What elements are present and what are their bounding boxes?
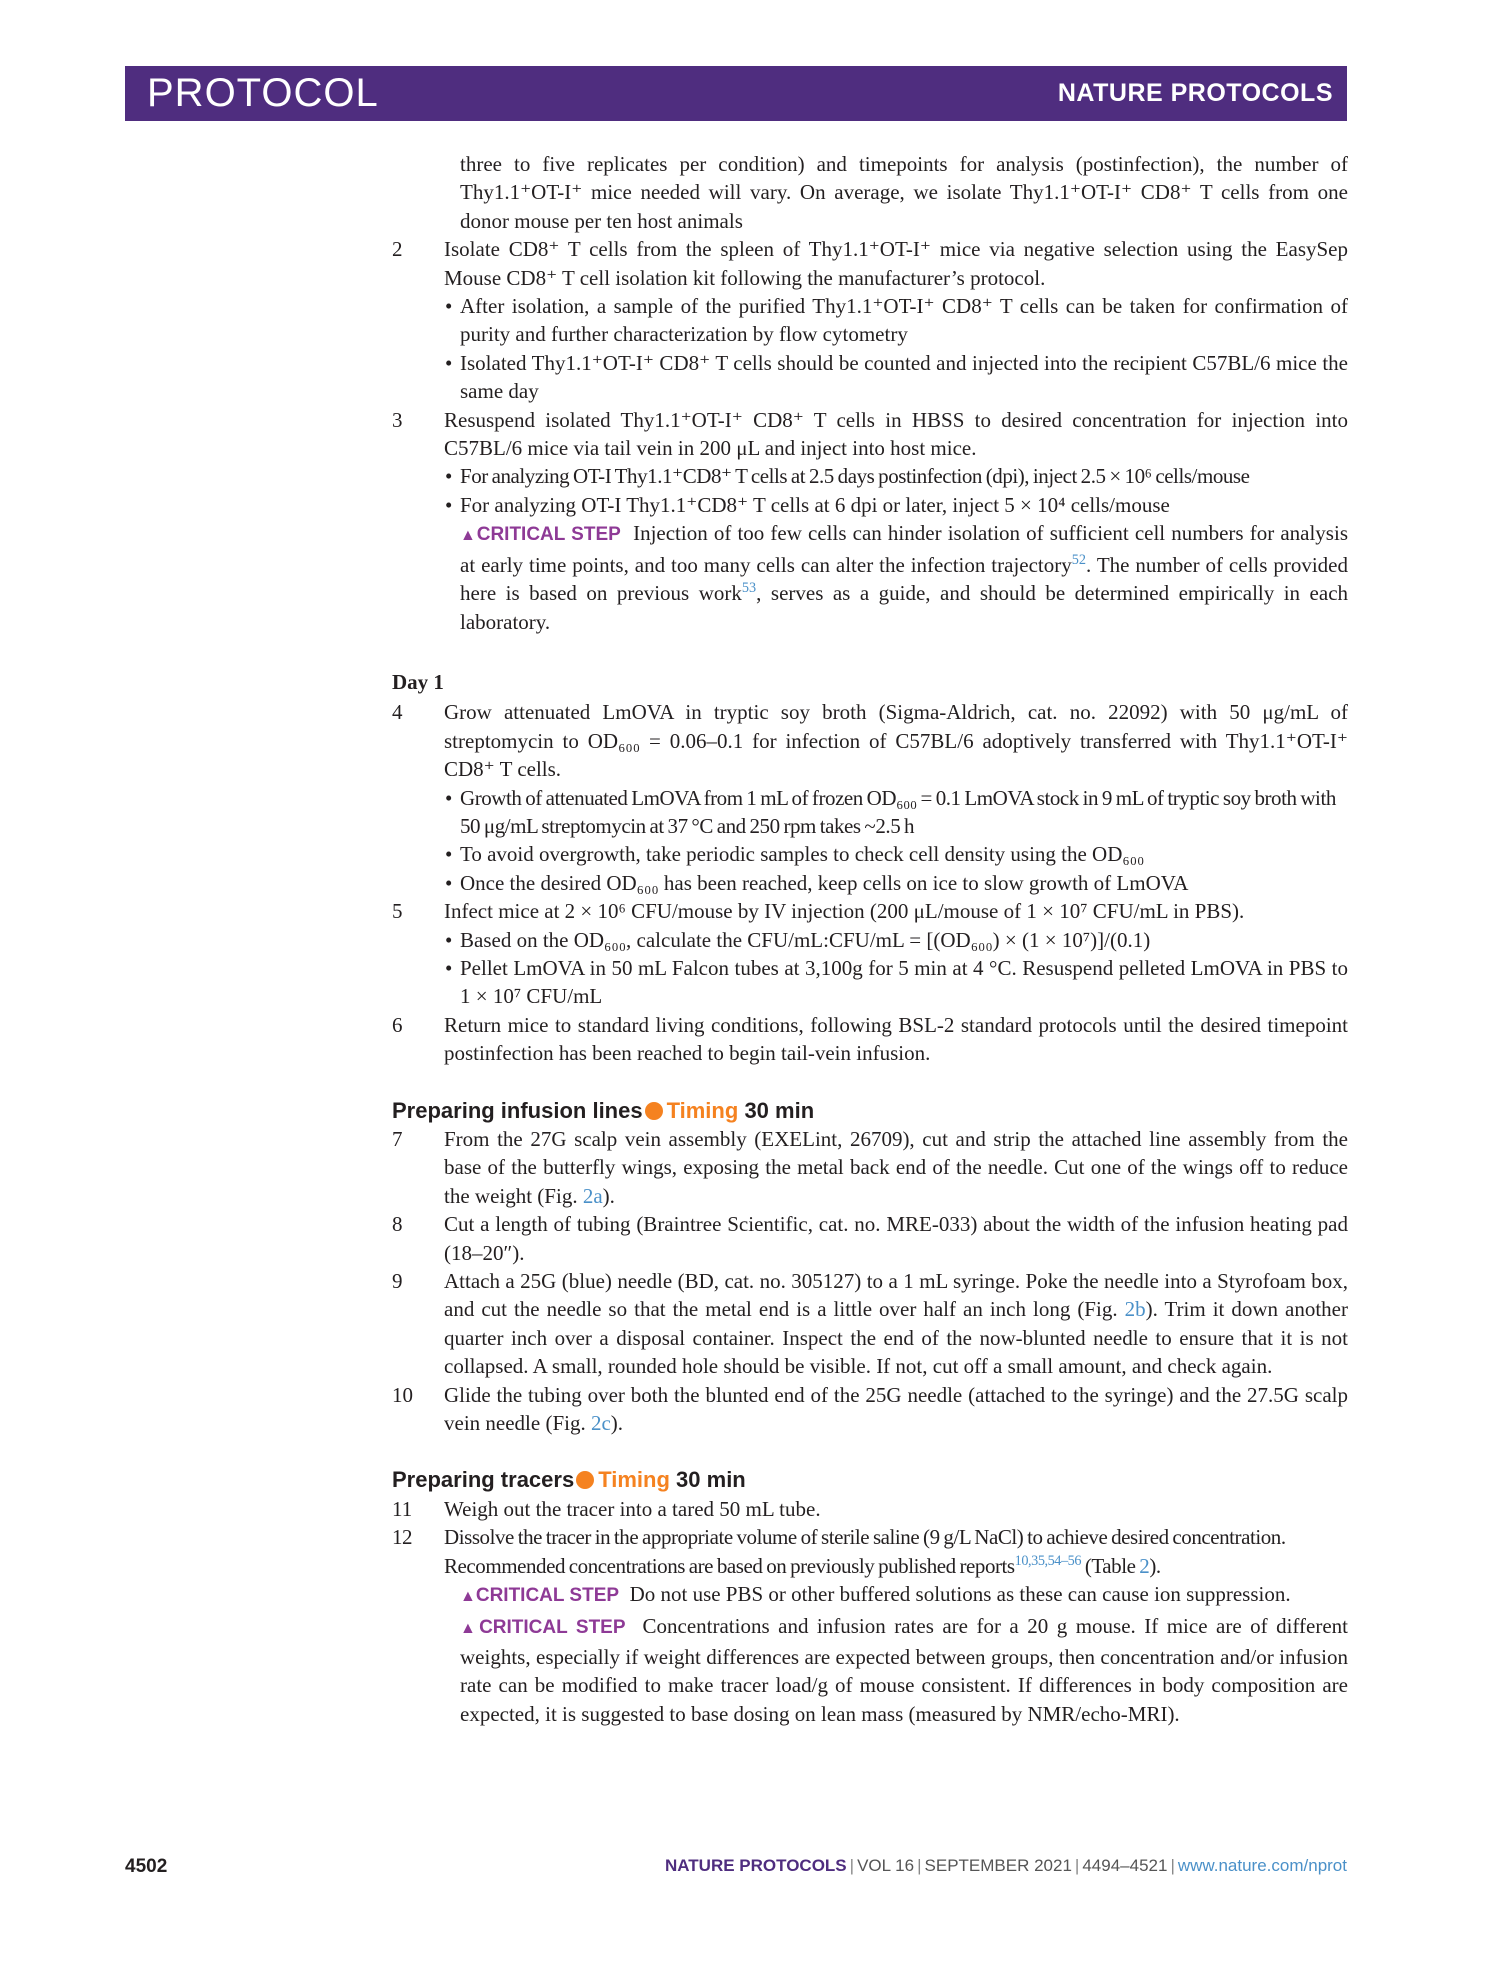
step-12: 12 Dissolve the tracer in the appropriate volume of sterile saline (9 g/L NaCl) to achieve desired concentration. Recommended concentrations are based on previously published reports$^{10,35,54-56}$ (Table 2).: [392, 1525, 1286, 1578]
bullet-text: To avoid overgrowth, take periodic samples to check cell density using the OD₆₀₀: [460, 842, 1145, 867]
footer-url-link[interactable]: www.nature.com/nprot: [1177, 1856, 1347, 1875]
page-footer: NATURE PROTOCOLS | VOL 16 | SEPTEMBER 2021 | 4494–4521 | www.nature.com/nprot: [664, 1856, 1347, 1875]
bullet-text: Isolated Thy1.1⁺OT-I⁺ CD8⁺ T cells should be counted and injected into the recipient C57BL/6 mice the same day: [460, 350, 1348, 404]
bullet-text: After isolation, a sample of the purified Thy1.1⁺OT-I⁺ CD8⁺ T cells can be taken for confirmation of purity and further characterization by flow cytometry: [460, 294, 1348, 347]
section-heading-tracers: Preparing tracers Timing 30 min: [392, 1467, 746, 1493]
article-body: [392, 150, 1348, 1728]
bullet: [392, 840, 1348, 868]
footer-journal: NATURE PROTOCOLS: [664, 1856, 847, 1875]
step-9: 9 Attach a 25G (blue) needle (BD, cat. no. 305127) to a 1 mL syringe. Poke the needle into a Styrofoam box, and cut the needle so that the metal end is a little over half an inch long (Fig. 2b). Trim it down another quarter inch over a disposal container. Inspect the end of the now-blunted needle to ensure that it is not collapsed. A small, rounded hole should be visible. If not, cut off a small amount, and check again.: [392, 1269, 1349, 1379]
citation-link[interactable]: 10,35,54–56: [1014, 1552, 1082, 1569]
bullet-icon: •: [445, 870, 453, 895]
page-header: [125, 66, 1347, 121]
bullet: [392, 869, 1348, 897]
step-11: 11 Weigh out the tracer into a tared 50 mL tube.: [392, 1495, 1348, 1523]
step-text: Grow attenuated LmOVA in tryptic soy broth (Sigma-Aldrich, cat. no. 22092) with 50 μg/mL of streptomycin to OD₆₀₀ = 0.06–0.1 for infection of C57BL/6 adoptively transferred with Thy1.1⁺OT-I⁺ CD8⁺ T cells.: [444, 700, 1348, 782]
step-number: 2: [392, 237, 403, 262]
section-label: PROTOCOL: [147, 71, 379, 115]
journal-label: NATURE PROTOCOLS: [1057, 79, 1333, 107]
step-number: 4: [392, 700, 403, 725]
critical-step-label: ▲CRITICAL STEP: [460, 1585, 620, 1607]
figure-link[interactable]: 2b: [1124, 1297, 1146, 1322]
bullet-icon: •: [445, 492, 453, 517]
warning-triangle-icon: ▲: [460, 1619, 480, 1637]
bullet: [392, 491, 1348, 519]
citation-link[interactable]: 52: [1071, 551, 1087, 568]
footer-volume: VOL 16: [857, 1856, 915, 1875]
section-heading-infusion-lines: Preparing infusion lines Timing 30 min: [392, 1097, 815, 1123]
step-1-continuation: three to five replicates per condition) and timepoints for analysis (postinfection), the number of Thy1.1⁺OT-I⁺ mice needed will vary. On average, we isolate Thy1.1⁺OT-I⁺ CD8⁺ T cells from one donor mouse per ten host animals: [460, 152, 1348, 233]
footer-date: SEPTEMBER 2021: [924, 1856, 1072, 1875]
bullet: [392, 926, 1348, 954]
bullet: [392, 954, 1348, 1011]
step-text: Isolate CD8⁺ T cells from the spleen of Thy1.1⁺OT-I⁺ mice via negative selection using the EasySep Mouse CD8⁺ T cell isolation kit following the manufacturer’s protocol.: [444, 237, 1348, 290]
bullet-text: Once the desired OD₆₀₀ has been reached, keep cells on ice to slow growth of LmOVA: [460, 870, 1189, 895]
step-4: [392, 698, 1348, 783]
bullet-icon: •: [445, 464, 452, 489]
bullet-icon: •: [445, 350, 453, 375]
critical-step-label: ▲CRITICAL STEP: [460, 524, 621, 546]
step-text: Resuspend isolated Thy1.1⁺OT-I⁺ CD8⁺ T cells in HBSS to desired concentration for injection into C57BL/6 mice via tail vein in 200 μL and inject into host mice.: [444, 407, 1348, 461]
critical-step-note: ▲CRITICAL STEP Do not use PBS or other buffered solutions as these can cause ion suppression.: [460, 1582, 1291, 1607]
citation-link[interactable]: 53: [741, 580, 757, 597]
step-10: 10 Glide the tubing over both the blunted end of the 25G needle (attached to the syringe) and the 27.5G scalp vein needle (Fig. 2c).: [392, 1382, 1348, 1436]
bullet-text: For analyzing OT-I Thy1.1⁺CD8⁺ T cells at 6 dpi or later, inject 5 × 10⁴ cells/mouse: [460, 492, 1170, 517]
step-number: 8: [392, 1212, 403, 1237]
critical-step-note: ▲CRITICAL STEP Concentrations and infusion rates are for a 20 g mouse. If mice are of different weights, especially if weight differences are expected between groups, then concentration and/or infusion rate can be modified to make tracer load/g of mouse consistent. If differences in body composition are expected, it is suggested to base dosing on lean mass (measured by NMR/echo-MRI).: [460, 1613, 1349, 1726]
bullet: [392, 349, 1348, 406]
step-number: 6: [392, 1012, 403, 1037]
bullet-text: Growth of attenuated LmOVA from 1 mL of frozen OD₆₀₀ = 0.1 LmOVA stock in 9 mL of tryptic soy broth with 50 μg/mL streptomycin at 37 °C and 250 rpm takes ~2.5 h: [460, 785, 1336, 838]
figure-link[interactable]: 2a: [582, 1183, 603, 1208]
table-link[interactable]: 2: [1139, 1553, 1150, 1578]
bullet: [392, 784, 1348, 841]
bullet-text: For analyzing OT-I Thy1.1⁺CD8⁺ T cells at 2.5 days postinfection (dpi), inject 2.5 × 10⁶ cells/mouse: [460, 464, 1250, 489]
bullet-icon: •: [445, 955, 453, 980]
step-8: 8 Cut a length of tubing (Braintree Scientific, cat. no. MRE-033) about the width of the infusion heating pad (18–20″).: [392, 1212, 1348, 1265]
bullet: [392, 292, 1348, 349]
bullet-text: Based on the OD₆₀₀, calculate the CFU/mL:CFU/mL = [(OD₆₀₀) × (1 × 10⁷)]/(0.1): [460, 927, 1151, 952]
step-3: [392, 406, 1348, 463]
step-text: Infect mice at 2 × 10⁶ CFU/mouse by IV injection (200 μL/mouse of 1 × 10⁷ CFU/mL in PBS).: [444, 899, 1245, 924]
bullet-icon: •: [445, 842, 453, 867]
step-6: [392, 1011, 1348, 1068]
bullet-icon: •: [445, 927, 453, 952]
bullet-text: Pellet LmOVA in 50 mL Falcon tubes at 3,100g for 5 min at 4 °C. Resuspend pelleted LmOVA in PBS to 1 × 10⁷ CFU/mL: [460, 955, 1348, 1009]
warning-triangle-icon: ▲: [460, 527, 477, 545]
critical-step-label: ▲CRITICAL STEP: [460, 1616, 626, 1638]
step-number: 5: [392, 899, 403, 924]
step-7: 7 From the 27G scalp vein assembly (EXELint, 26709), cut and strip the attached line assembly from the base of the butterfly wings, exposing the metal back end of the needle. Cut one of the wings off to reduce the weight (Fig. 2a).: [392, 1127, 1348, 1208]
step-5: [392, 897, 1348, 925]
step-number: 3: [392, 407, 403, 432]
page-number: 4502: [125, 1856, 168, 1877]
step-number: 7: [392, 1127, 403, 1151]
footer-pages: 4494–4521: [1082, 1856, 1168, 1875]
step-text: Return mice to standard living conditions, following BSL-2 standard protocols until the desired timepoint postinfection has been reached to begin tail-vein infusion.: [444, 1012, 1348, 1066]
step-number: 11: [392, 1496, 413, 1521]
critical-step-note: ▲CRITICAL STEP Injection of too few cells can hinder isolation of sufficient cell numbers for analysis at early time points, and too many cells can alter the infection trajectory$^{52}$. The number of cells provided here is based on previous work$^{53}$, serves as a guide, and should be determined empirically in each laboratory.: [460, 521, 1349, 634]
timing-dot-icon: [645, 1102, 663, 1120]
bullet-icon: •: [445, 294, 453, 319]
day-heading: Day 1: [392, 669, 444, 694]
step-number: 12: [392, 1525, 413, 1550]
step-2: [392, 235, 1348, 292]
step-number: 9: [392, 1269, 403, 1294]
bullet: [392, 462, 1348, 490]
bullet-icon: •: [445, 785, 452, 810]
figure-link[interactable]: 2c: [590, 1411, 611, 1436]
timing-dot-icon: [576, 1471, 594, 1489]
warning-triangle-icon: ▲: [460, 1588, 476, 1606]
step-number: 10: [392, 1382, 413, 1407]
